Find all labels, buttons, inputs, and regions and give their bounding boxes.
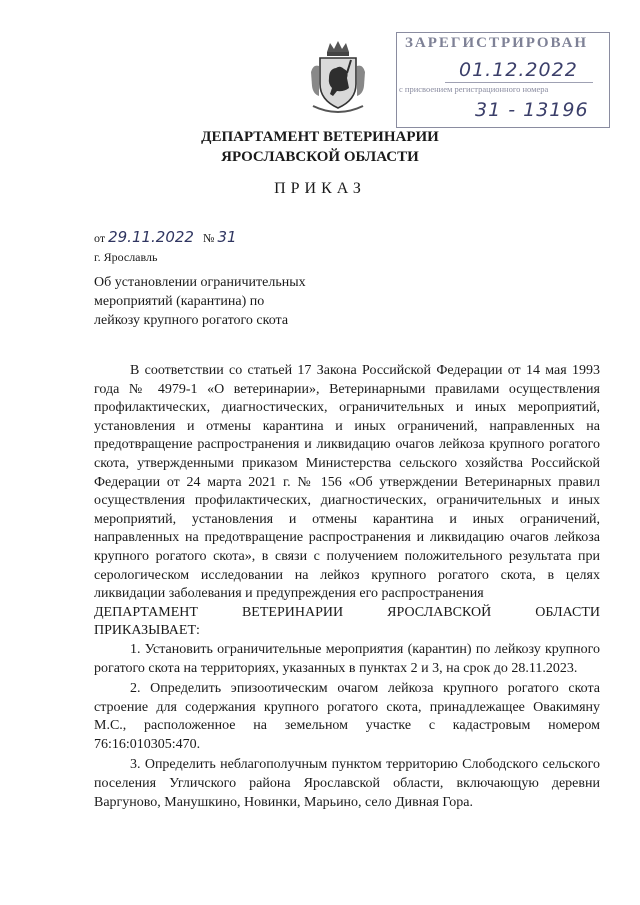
preamble-paragraph: В соответствии со статьей 17 Закона Российской Федерации от 14 мая 1993 года № 4979-1 «О ветеринарии», Ветеринарными правилами осуществления профилактических, диагностических, ограничительных и иных мероприятий, установления и отмены карантина и иных ограничений, направленных на предотвращение распространения и ликвидацию очагов лейкоза крупного рогатого скота, утвержденными приказом Министерства сельского хозяйства Российской Федерации от 24 марта 2021 г. № 156 «Об утверждении Ветеринарных правил осуществления профилактических, диагностических, ограничительных и иных мероприятий, установления и отмены карантина и иных ограничений, направленных на предотвращение распространения и ликвидацию очагов лейкоза крупного рогатого скота», в связи с получением положительного результата при серологическом исследовании на лейкоз крупного рогатого скота, в целях ликвидации заболевания и предупреждения его распространения [94, 363, 600, 602]
city: г. Ярославль [94, 250, 158, 264]
subject-line-2: мероприятий (карантина) по [94, 294, 265, 309]
stamp-divider [445, 82, 593, 83]
order-item-2: 2. Определить эпизоотическим очагом лейкоза крупного рогатого скота строение для содержания крупного рогатого скота, принадлежащее Овакимяну М.С., расположенное на земельном участке с кадастровым номером 76:16:010305:470. [94, 681, 600, 752]
order-body [94, 362, 600, 812]
yaroslavl-coat-of-arms-icon [303, 38, 373, 118]
stamp-subtitle: с присвоением регистрационного номера [399, 84, 549, 94]
order-number: 31 [217, 228, 237, 246]
order-subject [94, 273, 306, 330]
subject-line-3: лейкозу крупного рогатого скота [94, 313, 289, 328]
order-verb: ПРИКАЗЫВАЕТ: [94, 623, 200, 639]
organization-line-1: ДЕПАРТАМЕНТ ВЕТЕРИНАРИИ [201, 129, 439, 145]
organization-line-2: ЯРОСЛАВСКОЙ ОБЛАСТИ [221, 149, 419, 165]
stamp-date: 01.12.2022 [459, 59, 578, 81]
stamp-registration-number: 31 - 13196 [475, 99, 589, 121]
organization-name [0, 127, 640, 167]
date-from-label: от [94, 231, 106, 245]
number-label: № [202, 231, 215, 245]
order-item-1: 1. Установить ограничительные мероприятия (карантин) по лейкозу крупного рогатого скота на территориях, указанных в пунктах 2 и 3, на срок до 28.11.2023. [94, 641, 600, 676]
order-date: 29.11.2022 [108, 228, 194, 246]
order-issuer-line: ДЕПАРТАМЕНТ ВЕТЕРИНАРИИ ЯРОСЛАВСКОЙ ОБЛАСТИ [94, 604, 600, 620]
order-item-3: 3. Определить неблагополучным пунктом территорию Слободского сельского поселения Угличского района Ярославской области, включающую деревни Варгуново, Манушкино, Новинки, Марьино, село Дивная Гора. [94, 757, 600, 810]
stamp-title: ЗАРЕГИСТРИРОВАН [405, 35, 589, 51]
registration-stamp [396, 32, 610, 128]
document-type: ПРИКАЗ [274, 180, 366, 197]
date-number-line [94, 228, 237, 246]
subject-line-1: Об установлении ограничительных [94, 275, 306, 290]
